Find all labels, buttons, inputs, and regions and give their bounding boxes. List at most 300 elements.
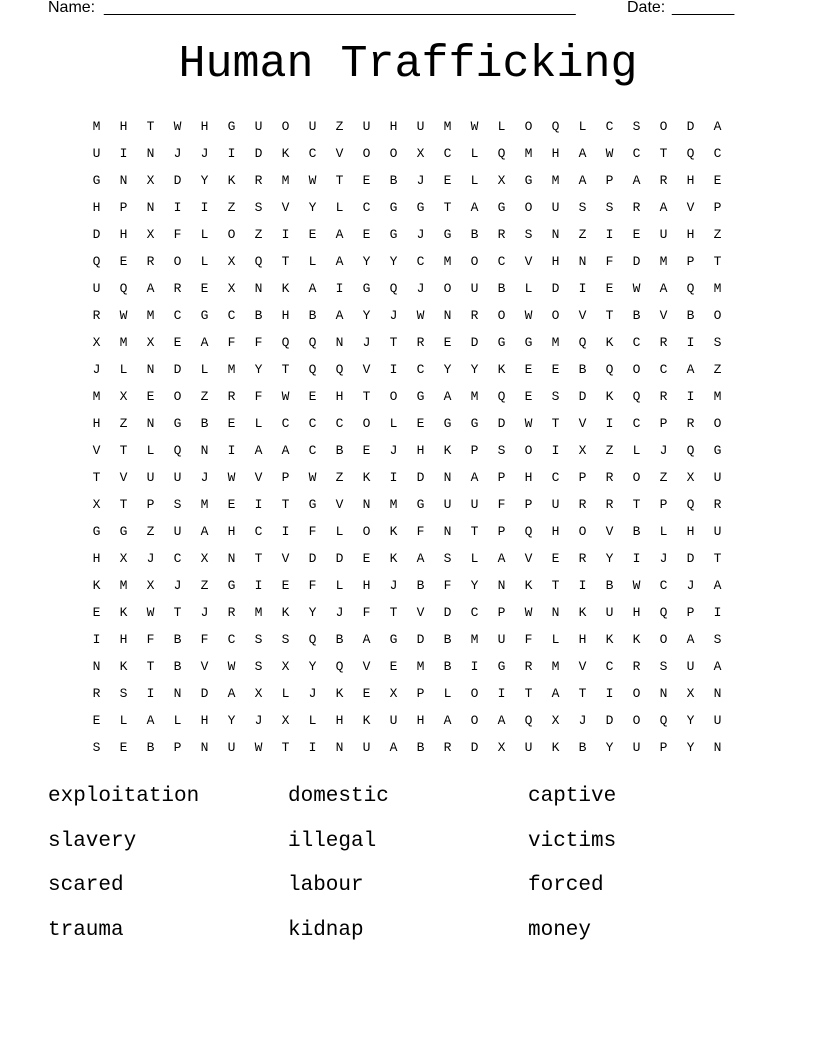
word-list-item: kidnap [288, 918, 364, 942]
grid-letter: O [632, 713, 641, 728]
grid-letter: R [254, 173, 263, 188]
grid-letter: C [254, 524, 263, 539]
grid-letter: C [632, 335, 641, 350]
grid-letter: Z [605, 443, 614, 458]
grid-letter: J [254, 713, 263, 728]
grid-letter: Y [686, 713, 695, 728]
grid-letter: C [335, 416, 344, 431]
grid-letter: X [119, 389, 128, 404]
grid-row [83, 356, 733, 383]
grid-letter: A [146, 281, 155, 296]
word-list-item: exploitation [48, 785, 200, 808]
grid-letter: P [173, 740, 182, 755]
word-list-item: captive [528, 785, 617, 808]
grid-letter: A [146, 713, 155, 728]
grid-letter: A [335, 308, 344, 323]
grid-letter: D [173, 173, 182, 188]
grid-letter: O [632, 362, 641, 377]
grid-letter: D [470, 740, 479, 755]
grid-letter: Q [524, 524, 533, 539]
grid-letter: V [92, 443, 101, 458]
grid-letter: G [119, 524, 128, 539]
grid-letter: H [686, 524, 695, 539]
grid-letter: I [308, 740, 317, 755]
grid-letter: H [551, 524, 560, 539]
grid-letter: L [659, 524, 668, 539]
grid-letter: L [578, 119, 587, 134]
grid-letter: J [335, 605, 344, 620]
grid-letter: C [362, 200, 371, 215]
grid-letter: I [605, 416, 614, 431]
puzzle-title: Human Trafficking [178, 39, 638, 90]
grid-letter: I [470, 659, 479, 674]
grid-letter: I [227, 443, 236, 458]
grid-letter: E [308, 227, 317, 242]
word-list-item: illegal [288, 829, 377, 853]
grid-letter: L [335, 578, 344, 593]
grid-letter: D [578, 389, 587, 404]
grid-letter: M [92, 389, 101, 404]
grid-letter: R [497, 227, 506, 242]
grid-letter: O [659, 119, 668, 134]
grid-letter: H [92, 416, 101, 431]
grid-letter: G [497, 200, 506, 215]
grid-row [83, 329, 733, 356]
grid-letter: M [227, 362, 236, 377]
word-list-item: slavery [48, 829, 137, 853]
grid-letter: R [578, 551, 587, 566]
grid-letter: I [92, 632, 101, 647]
grid-letter: R [713, 497, 722, 512]
grid-letter: D [173, 362, 182, 377]
grid-letter: K [281, 281, 290, 296]
grid-letter: Y [362, 254, 371, 269]
grid-letter: I [254, 578, 263, 593]
grid-letter: P [713, 200, 722, 215]
grid-letter: U [146, 470, 155, 485]
grid-letter: Y [470, 578, 479, 593]
grid-letter: Q [686, 146, 695, 161]
grid-letter: P [524, 497, 533, 512]
grid-letter: V [659, 308, 668, 323]
grid-row [83, 680, 733, 707]
grid-letter: U [497, 632, 506, 647]
grid-letter: A [632, 173, 641, 188]
word-list-item: forced [528, 874, 604, 897]
grid-letter: S [659, 659, 668, 674]
grid-letter: U [92, 281, 101, 296]
grid-letter: S [524, 227, 533, 242]
grid-letter: V [281, 551, 290, 566]
grid-letter: R [227, 389, 236, 404]
grid-letter: N [200, 740, 209, 755]
grid-letter: T [470, 524, 479, 539]
grid-letter: B [443, 632, 452, 647]
grid-letter: E [119, 254, 128, 269]
grid-letter: K [92, 578, 101, 593]
grid-letter: X [497, 740, 506, 755]
grid-letter: A [659, 281, 668, 296]
grid-letter: A [443, 389, 452, 404]
grid-letter: U [713, 470, 722, 485]
grid-letter: A [659, 200, 668, 215]
grid-letter: S [281, 632, 290, 647]
grid-letter: N [92, 659, 101, 674]
word-list-item: victims [528, 829, 617, 853]
grid-letter: W [605, 146, 614, 161]
grid-letter: F [308, 578, 317, 593]
grid-letter: O [524, 443, 533, 458]
grid-letter: R [605, 497, 614, 512]
grid-letter: B [254, 308, 263, 323]
grid-letter: J [173, 578, 182, 593]
grid-letter: J [659, 551, 668, 566]
grid-letter: N [497, 578, 506, 593]
grid-letter: Q [92, 254, 101, 269]
grid-letter: Z [119, 416, 128, 431]
grid-letter: D [551, 281, 560, 296]
grid-letter: P [470, 443, 479, 458]
grid-letter: Q [335, 362, 344, 377]
grid-letter: E [551, 551, 560, 566]
grid-letter: W [416, 308, 425, 323]
grid-letter: P [281, 470, 290, 485]
grid-letter: H [281, 308, 290, 323]
grid-letter: Z [254, 227, 263, 242]
grid-letter: S [578, 200, 587, 215]
grid-letter: C [713, 146, 722, 161]
grid-letter: I [227, 146, 236, 161]
name-field-line[interactable]: _____________________________________________________ [104, 0, 576, 16]
grid-letter: B [389, 173, 398, 188]
grid-letter: V [254, 470, 263, 485]
grid-letter: A [362, 632, 371, 647]
grid-letter: B [200, 416, 209, 431]
grid-letter: A [200, 524, 209, 539]
word-list-item: scared [48, 874, 124, 897]
grid-letter: H [551, 146, 560, 161]
grid-letter: D [416, 632, 425, 647]
grid-letter: M [254, 605, 263, 620]
grid-letter: A [713, 659, 722, 674]
grid-letter: W [146, 605, 155, 620]
grid-letter: H [227, 524, 236, 539]
grid-letter: W [308, 173, 317, 188]
grid-letter: N [551, 605, 560, 620]
grid-letter: A [281, 443, 290, 458]
grid-row [83, 491, 733, 518]
grid-letter: Q [605, 362, 614, 377]
grid-letter: X [146, 578, 155, 593]
grid-letter: O [713, 416, 722, 431]
grid-letter: X [146, 335, 155, 350]
grid-letter: L [200, 362, 209, 377]
grid-letter: J [200, 146, 209, 161]
grid-letter: R [605, 470, 614, 485]
word-list-item: money [528, 918, 592, 942]
grid-letter: G [416, 389, 425, 404]
grid-letter: E [713, 173, 722, 188]
grid-letter: P [686, 605, 695, 620]
grid-row [83, 734, 733, 761]
grid-letter: E [605, 281, 614, 296]
word-list-item: domestic [288, 785, 389, 808]
grid-letter: A [254, 443, 263, 458]
grid-letter: N [335, 740, 344, 755]
grid-letter: D [443, 605, 452, 620]
grid-letter: I [281, 227, 290, 242]
grid-letter: T [578, 686, 587, 701]
grid-letter: H [389, 119, 398, 134]
grid-letter: H [524, 470, 533, 485]
grid-letter: Y [389, 254, 398, 269]
grid-letter: N [254, 281, 263, 296]
grid-letter: O [389, 389, 398, 404]
grid-letter: M [551, 335, 560, 350]
grid-letter: T [119, 497, 128, 512]
grid-letter: W [632, 578, 641, 593]
grid-letter: R [659, 389, 668, 404]
grid-letter: G [200, 308, 209, 323]
grid-letter: G [497, 335, 506, 350]
grid-letter: C [416, 254, 425, 269]
grid-letter: S [254, 659, 263, 674]
worksheet-header [48, 0, 748, 20]
grid-letter: N [713, 686, 722, 701]
letter-grid [83, 113, 733, 761]
grid-letter: I [686, 335, 695, 350]
grid-letter: J [686, 578, 695, 593]
grid-letter: F [416, 524, 425, 539]
grid-letter: Y [686, 740, 695, 755]
grid-letter: S [551, 389, 560, 404]
grid-letter: W [308, 470, 317, 485]
grid-letter: I [335, 281, 344, 296]
grid-letter: U [713, 524, 722, 539]
grid-letter: L [470, 146, 479, 161]
grid-letter: Q [119, 281, 128, 296]
grid-letter: U [443, 497, 452, 512]
grid-letter: E [362, 551, 371, 566]
word-list-item: trauma [48, 918, 124, 942]
grid-letter: I [578, 281, 587, 296]
grid-letter: U [308, 119, 317, 134]
grid-letter: R [416, 335, 425, 350]
grid-letter: A [443, 713, 452, 728]
grid-letter: D [416, 470, 425, 485]
grid-letter: U [362, 740, 371, 755]
grid-letter: Z [713, 362, 722, 377]
grid-letter: C [308, 146, 317, 161]
grid-letter: Z [227, 200, 236, 215]
grid-letter: U [470, 497, 479, 512]
grid-letter: G [389, 227, 398, 242]
grid-letter: X [227, 254, 236, 269]
grid-letter: W [254, 740, 263, 755]
grid-letter: T [551, 416, 560, 431]
grid-row [83, 275, 733, 302]
grid-letter: X [686, 470, 695, 485]
grid-letter: W [227, 470, 236, 485]
grid-letter: U [173, 470, 182, 485]
grid-letter: A [497, 713, 506, 728]
grid-letter: D [605, 713, 614, 728]
grid-letter: Q [497, 146, 506, 161]
grid-letter: V [524, 551, 533, 566]
grid-letter: C [173, 308, 182, 323]
grid-letter: Z [146, 524, 155, 539]
grid-letter: X [389, 686, 398, 701]
grid-letter: A [470, 200, 479, 215]
grid-letter: C [470, 605, 479, 620]
grid-letter: H [362, 578, 371, 593]
grid-row [83, 518, 733, 545]
grid-letter: S [605, 200, 614, 215]
grid-letter: Z [713, 227, 722, 242]
grid-letter: T [362, 389, 371, 404]
grid-letter: G [92, 173, 101, 188]
grid-letter: H [92, 200, 101, 215]
grid-letter: L [335, 524, 344, 539]
grid-letter: S [119, 686, 128, 701]
grid-letter: N [146, 362, 155, 377]
grid-letter: Y [200, 173, 209, 188]
grid-letter: O [470, 254, 479, 269]
grid-letter: E [227, 497, 236, 512]
grid-letter: V [362, 659, 371, 674]
grid-letter: Z [578, 227, 587, 242]
grid-letter: D [686, 551, 695, 566]
grid-letter: G [497, 659, 506, 674]
grid-letter: U [362, 119, 371, 134]
grid-letter: N [119, 173, 128, 188]
grid-letter: K [362, 470, 371, 485]
grid-letter: V [362, 362, 371, 377]
grid-letter: C [227, 632, 236, 647]
grid-letter: K [119, 659, 128, 674]
grid-letter: K [632, 632, 641, 647]
grid-letter: I [713, 605, 722, 620]
grid-letter: I [578, 578, 587, 593]
grid-letter: G [713, 443, 722, 458]
grid-letter: E [92, 713, 101, 728]
grid-letter: R [443, 740, 452, 755]
grid-letter: J [173, 146, 182, 161]
grid-row [83, 599, 733, 626]
grid-letter: I [551, 443, 560, 458]
grid-letter: R [227, 605, 236, 620]
grid-letter: M [389, 497, 398, 512]
grid-letter: H [335, 389, 344, 404]
grid-letter: U [605, 605, 614, 620]
grid-letter: T [713, 254, 722, 269]
grid-letter: A [578, 173, 587, 188]
grid-letter: T [389, 605, 398, 620]
grid-letter: L [524, 281, 533, 296]
grid-letter: W [524, 308, 533, 323]
grid-letter: Z [335, 119, 344, 134]
grid-letter: Q [686, 497, 695, 512]
grid-letter: X [92, 497, 101, 512]
grid-letter: B [173, 659, 182, 674]
grid-letter: D [92, 227, 101, 242]
grid-letter: W [227, 659, 236, 674]
grid-row [83, 653, 733, 680]
grid-letter: U [173, 524, 182, 539]
grid-letter: C [632, 146, 641, 161]
grid-letter: G [92, 524, 101, 539]
grid-letter: M [713, 389, 722, 404]
grid-letter: V [281, 200, 290, 215]
grid-letter: I [686, 389, 695, 404]
grid-letter: P [605, 173, 614, 188]
grid-letter: J [92, 362, 101, 377]
grid-letter: X [686, 686, 695, 701]
grid-letter: L [308, 713, 317, 728]
grid-letter: M [281, 173, 290, 188]
grid-letter: Q [254, 254, 263, 269]
grid-letter: Q [308, 362, 317, 377]
date-field-line[interactable]: _______ [672, 0, 735, 16]
grid-letter: G [389, 632, 398, 647]
grid-letter: D [200, 686, 209, 701]
grid-letter: Z [200, 389, 209, 404]
grid-letter: B [416, 740, 425, 755]
grid-letter: E [524, 362, 533, 377]
grid-letter: Q [497, 389, 506, 404]
grid-letter: M [443, 254, 452, 269]
grid-letter: B [578, 362, 587, 377]
grid-letter: U [713, 713, 722, 728]
grid-letter: R [659, 335, 668, 350]
grid-letter: H [335, 713, 344, 728]
grid-letter: P [578, 470, 587, 485]
grid-letter: T [632, 497, 641, 512]
grid-letter: J [389, 308, 398, 323]
grid-letter: L [200, 227, 209, 242]
grid-letter: T [146, 659, 155, 674]
grid-row [83, 194, 733, 221]
grid-letter: I [146, 686, 155, 701]
grid-letter: K [524, 578, 533, 593]
grid-letter: X [92, 335, 101, 350]
grid-letter: N [362, 497, 371, 512]
grid-letter: F [605, 254, 614, 269]
grid-letter: B [146, 740, 155, 755]
grid-letter: W [281, 389, 290, 404]
grid-letter: G [173, 416, 182, 431]
grid-letter: E [362, 686, 371, 701]
grid-letter: B [443, 659, 452, 674]
grid-letter: Q [308, 335, 317, 350]
grid-letter: H [632, 605, 641, 620]
grid-letter: O [497, 308, 506, 323]
grid-letter: G [443, 227, 452, 242]
grid-letter: S [254, 200, 263, 215]
grid-letter: Q [308, 632, 317, 647]
grid-letter: L [119, 362, 128, 377]
grid-letter: X [578, 443, 587, 458]
grid-letter: A [389, 740, 398, 755]
grid-letter: N [659, 686, 668, 701]
grid-letter: A [551, 686, 560, 701]
grid-letter: M [713, 281, 722, 296]
grid-letter: X [200, 551, 209, 566]
grid-letter: A [470, 470, 479, 485]
grid-letter: B [686, 308, 695, 323]
grid-letter: O [470, 713, 479, 728]
grid-letter: Y [308, 659, 317, 674]
